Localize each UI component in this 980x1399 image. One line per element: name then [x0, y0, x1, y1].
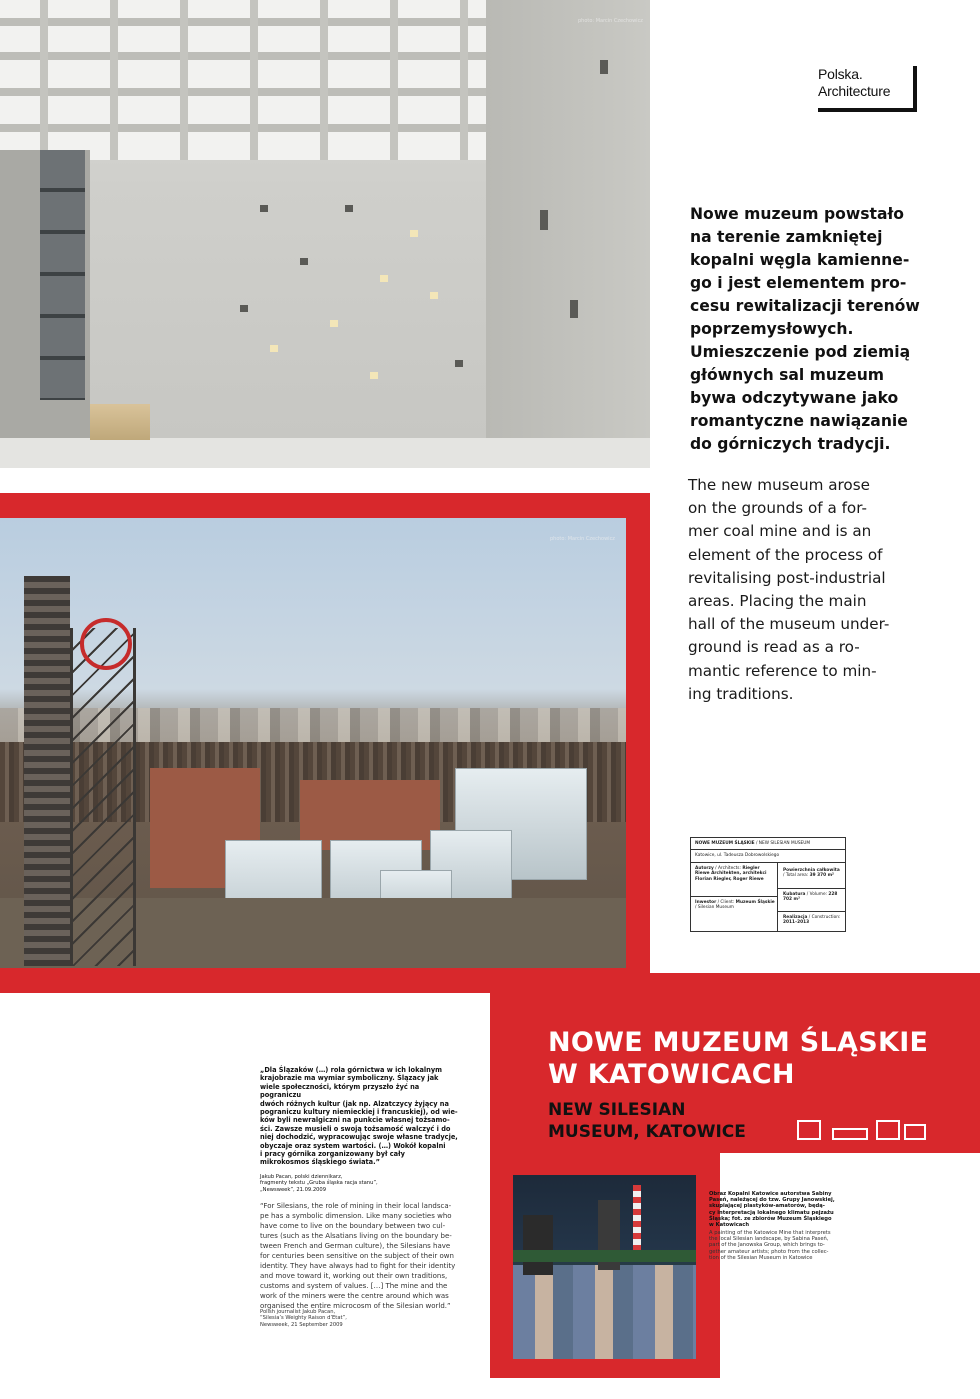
quote-english-source: Polish journalist Jakub Pacan, “Silesia’s Weighty Raison d’Etat”, Newsweek, 21 September 2009: [260, 1309, 347, 1328]
painting-caption-english: A painting of the Katowice Mine that interprets the local Silesian landscape, by Sabina Paseń, part of the Janowska Group, which brings to- gether amateur artists; photo from the collec- tion of the Silesian Museum in Katowice: [709, 1230, 831, 1261]
info-area-value: 39 370 m²: [809, 873, 834, 879]
info-investor-label: Inwestor: [695, 900, 717, 905]
painting-photo: [513, 1175, 696, 1359]
red-block-strip: [258, 973, 650, 993]
info-authors-value: Riegler Riewe Architekten, architekci Florian Riegler, Roger Riewe: [695, 866, 767, 882]
lead-text-english: The new museum arose on the grounds of a for- mer coal mine and is an element of the process of revitalising post-industrial areas. Placing the main hall of the museum under- ground is read as a ro- mantic reference to min- ing traditions.: [688, 476, 890, 703]
quote-english: “For Silesians, the role of mining in their local landsca- pe has a symbolic dimension. Like many societies who have come to live on the boundary between two cul- tures (such as the Alsatians living on the boundary be- tween French and German culture), the Silesians have for centuries been sensitive on the subject of their own identity. They have always had to fight for their identity and move toward it, working out their own traditions, customs and system of values. […] The mine and the work of the miners were the centre around which was organised the entire microcosm of the Silesian world.”: [260, 1202, 456, 1310]
info-area-label-en: / Total area:: [783, 873, 810, 879]
decorative-square-outline: [797, 1120, 821, 1140]
info-name-en: / NEW SILESIAN MUSEUM: [754, 841, 811, 846]
info-address: Katowice, ul. Tadeusza Dobrowolskiego: [695, 853, 780, 858]
photo-credit-middle: photo: Marcin Czechowicz: [550, 536, 615, 542]
lead-text-polish: Nowe muzeum powstało na terenie zamkniętej kopalni węgla kamienne- go i jest elementem pro- cesu rewitalizacji terenów poprzemysłowych. Umieszczenie pod ziemią głównych sal muzeum bywa odczytywane jako romantyczne nawiązanie do górniczych tradycji.: [690, 205, 920, 453]
polska-architecture-logo: [818, 66, 917, 112]
info-name-pl: NOWE MUZEUM ŚLĄSKIE: [695, 841, 755, 846]
quote-polish-source: Jakub Pacan, polski dziennikarz, fragmenty tekstu „Gruba śląska racja stanu”, „Newsweek”, 21.09.2009: [260, 1174, 378, 1193]
museum-interior-photo: [0, 0, 650, 468]
title-polish: NOWE MUZEUM ŚLĄSKIE W KATOWICACH: [548, 1027, 929, 1090]
info-area-label: Powierzchnia całkowita: [783, 868, 840, 873]
info-volume-label-en: / Volume:: [805, 892, 829, 897]
decorative-wide-rectangle-outline: [832, 1128, 868, 1140]
info-construction-value: 2011–2013: [783, 920, 810, 926]
photo-credit-top: photo: Marcin Czechowicz: [578, 18, 643, 24]
decorative-rect-outline-1: [876, 1120, 900, 1140]
title-english: NEW SILESIAN MUSEUM, KATOWICE: [548, 1100, 746, 1142]
info-authors-label-en: / Architects:: [713, 866, 743, 871]
info-investor-value-en: / Silesian Museum: [695, 905, 734, 911]
info-volume-value: 228 702 m³: [783, 892, 838, 903]
info-investor-label-en: / Client:: [716, 900, 736, 905]
info-investor-value: Muzeum Śląskie: [735, 900, 775, 905]
info-volume-label: Kubatura: [783, 892, 806, 897]
info-authors-label: Autorzy: [695, 866, 714, 871]
decorative-rect-outline-2: [904, 1124, 926, 1140]
quote-polish: „Dla Ślązaków (…) rola górnictwa w ich lokalnym krajobrazie ma wymiar symboliczny. Ślązacy jak wiele społeczności, którym przyszło żyć na pograniczu dwóch różnych kultur (jak np. Alzatczycy żyjący na pograniczu kultury niemieckiej i francuskiej), od wie- ków byli newralgiczni na punkcie własnej tożsamo- ści. Zawsze musieli o swoją tożsamość walczyć i do niej dochodzić, wypracowując swoje własne tradycje, obyczaje oraz system wartości. (…) Wokół kopalni i pracy górnika zorganizowany był cały mikrokosmos śląskiego świata.”: [260, 1066, 458, 1167]
logo-line-2: Architecture: [818, 83, 891, 99]
info-construction-label: Realizacja: [783, 915, 808, 920]
painting-caption-polish: Obraz Kopalni Katowice autorstwa Sabiny Paseń, należącej do tzw. Grupy Janowskiej, skupiającej plastyków-amatorów, będą- cy interpretacją lokalnego klimatu pejzażu Śląska; fot. ze zbiorów Muzeum Śląskiego w Katowicach: [709, 1191, 835, 1229]
museum-exterior-photo: [0, 518, 626, 968]
info-construction-label-en: / Construction:: [807, 915, 841, 920]
project-info-table: [690, 837, 846, 932]
logo-line-1: Polska.: [818, 66, 863, 82]
